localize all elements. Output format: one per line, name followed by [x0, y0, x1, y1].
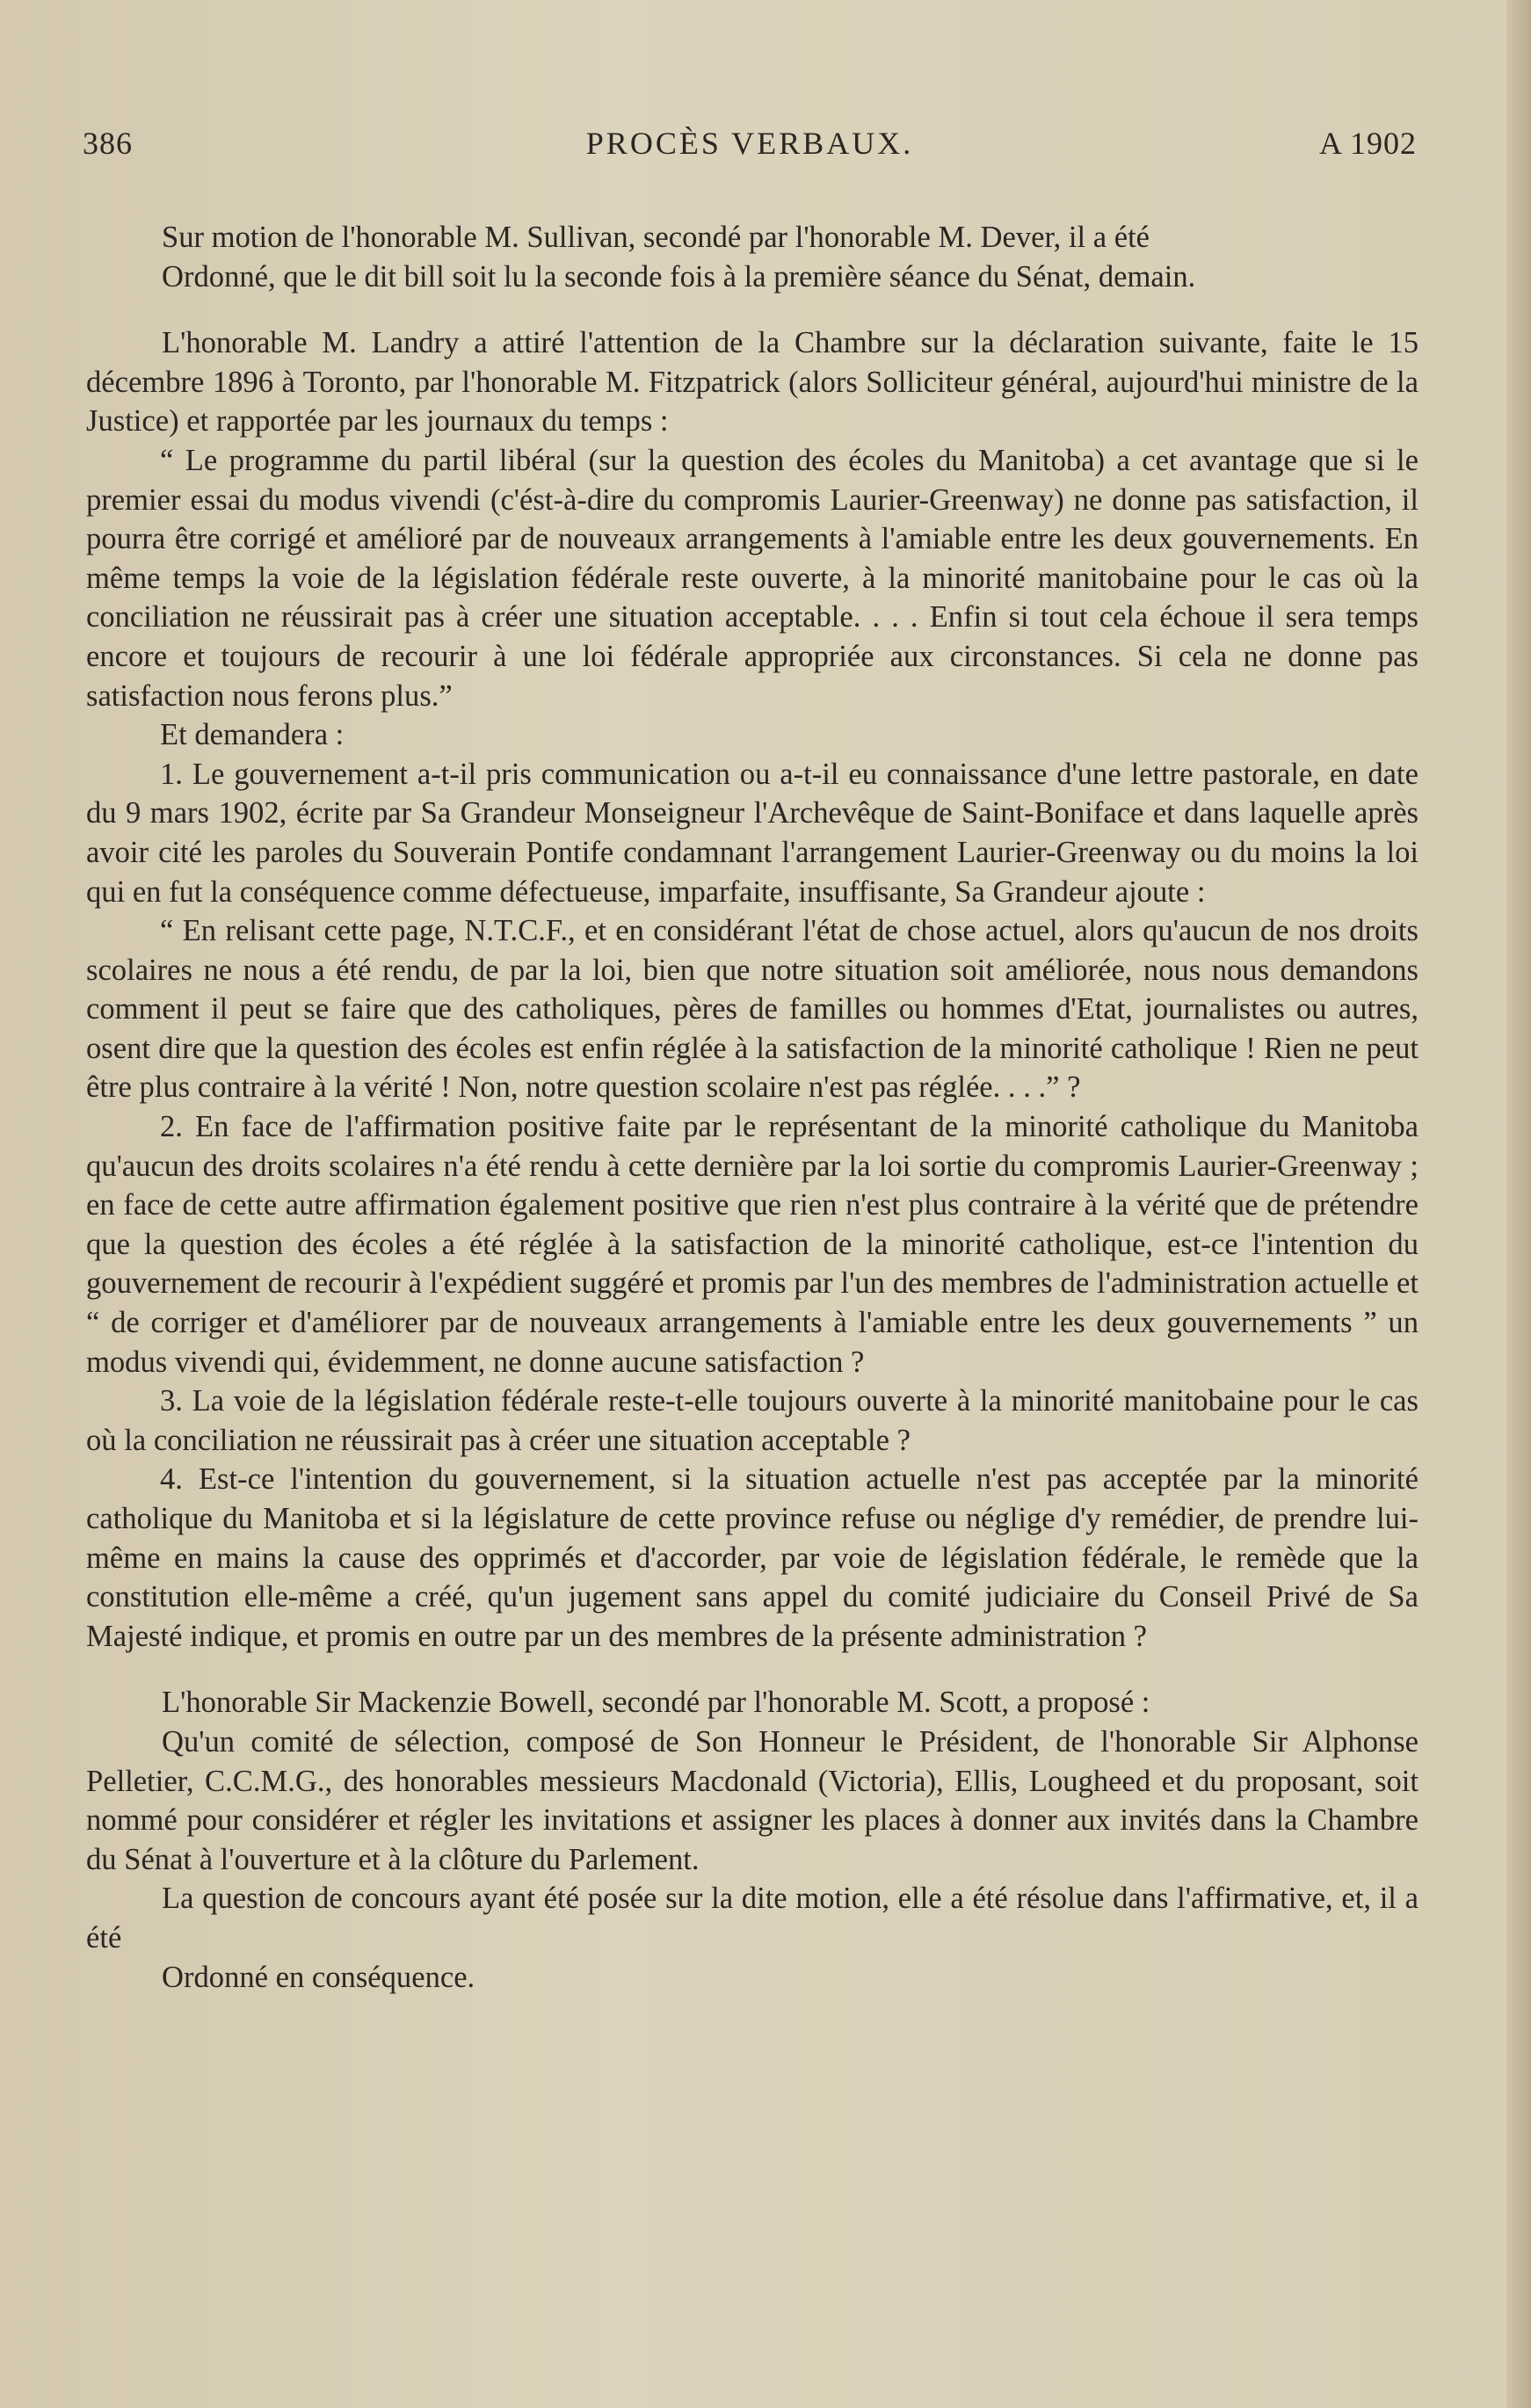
- paragraph-question-3: 3. La voie de la législation fédérale reste-t-elle toujours ouverte à la minorité manitobaine pour le cas où la conciliation ne réussirait pas à créer une situation acceptable ?: [86, 1384, 1419, 1457]
- paragraph-ordonne-bill: Ordonné, que le dit bill soit lu la seconde fois à la première séance du Sénat, demain.: [162, 259, 1196, 294]
- page-edge: [1506, 0, 1531, 2408]
- page-title: PROCÈS VERBAUX.: [585, 126, 914, 161]
- paragraph-comite-selection: Qu'un comité de sélection, composé de Son Honneur le Président, de l'honorable Sir Alphonse Pelletier, C.C.M.G., des honorables messieurs Macdonald (Victoria), Ellis, Lougheed et du proposant, soit nommé pour considérer et régler les invitations et assigner les places à donner aux invités dans la Chambre du Sénat à l'ouverture et à la clôture du Parlement.: [86, 1724, 1419, 1876]
- paragraph-question-4: 4. Est-ce l'intention du gouvernement, si la situation actuelle n'est pas acceptée par la minorité catholique du Manitoba et si la législature de cette province refuse ou néglige d'y remédier, de prendre lui-même en mains la cause des opprimés et d'accorder, par voie de législation fédérale, le remède que la constitution elle-même a créé, qu'un jugement sans appel du comité judiciaire du Conseil Privé de Sa Majesté indique, et promis en outre par un des membres de la présente administration ?: [86, 1462, 1419, 1653]
- paragraph-motion-sullivan: Sur motion de l'honorable M. Sullivan, secondé par l'honorable M. Dever, il a été: [162, 221, 1150, 254]
- page-number: 386: [83, 126, 133, 161]
- paragraph-bowell-motion: L'honorable Sir Mackenzie Bowell, secondé par l'honorable M. Scott, a proposé :: [162, 1686, 1150, 1720]
- paragraph-landry: L'honorable M. Landry a attiré l'attention de la Chambre sur la déclaration suivante, faite le 15 décembre 1896 à Toronto, par l'honorable M. Fitzpatrick (alors Solliciteur général, aujourd'hui ministre de la Justice) et rapportée par les journaux du temps :: [86, 326, 1419, 439]
- paragraph-quote-pastoral: “ En relisant cette page, N.T.C.F., et en considérant l'état de chose actuel, alors qu'aucun de nos droits scolaires ne nous a été rendu, de par la loi, bien que notre situation soit améliorée, nous nous demandons comment il peut se faire que des catholiques, pères de familles ou hommes d'Etat, journalistes ou autres, osent dire que la question des écoles est enfin réglée à la satisfaction de la minorité catholique ! Rien ne peut être plus contraire à la vérité ! Non, notre question scolaire n'est pas réglée. . . .” ?: [86, 914, 1419, 1105]
- document-body: [86, 218, 1419, 1997]
- paragraph-question-1: 1. Le gouvernement a-t-il pris communication ou a-t-il eu connaissance d'une lettre pastorale, en date du 9 mars 1902, écrite par Sa Grandeur Monseigneur l'Archevêque de Saint-Boniface et dans laquelle après avoir cité les paroles du Souverain Pontife condamnant l'arrangement Laurier-Greenway ou du moins la loi qui en fut la conséquence comme défectueuse, imparfaite, insuffisante, Sa Grandeur ajoute :: [86, 757, 1419, 909]
- paragraph-question-2: 2. En face de l'affirmation positive faite par le représentant de la minorité catholique du Manitoba qu'aucun des droits scolaires n'a été rendu à cette dernière par la loi sortie du compromis Laurier-Greenway ; en face de cette autre affirmation également positive que rien n'est plus contraire à la vérité que de prétendre que la question des écoles a été réglée à la satisfaction de la minorité catholique, est-ce l'intention du gouvernement de recourir à l'expédient suggéré et promis par l'un des membres de l'administration actuelle et “ de corriger et d'améliorer par de nouveaux arrangements à l'amiable entre les deux gouvernements ” un modus vivendi qui, évidemment, ne donne aucune satisfaction ?: [86, 1110, 1419, 1379]
- paragraph-quote-fitzpatrick: “ Le programme du partil libéral (sur la question des écoles du Manitoba) a cet avantage que si le premier essai du modus vivendi (c'ést-à-dire du compromis Laurier-Greenway) ne donne pas satisfaction, il pourra être corrigé et amélioré par de nouveaux arrangements à l'amiable entre les deux gouvernements. En même temps la voie de la législation fédérale reste ouverte, à la minorité manitobaine pour le cas où la conciliation ne réussirait pas à créer une situation acceptable. . . . Enfin si tout cela échoue il sera temps encore et toujours de recourir à une loi fédérale appropriée aux circonstances. Si cela ne donne pas satisfaction nous ferons plus.”: [86, 443, 1419, 713]
- paragraph-question-concours: La question de concours ayant été posée sur la dite motion, elle a été résolue dans l'affirmative, et, il a été: [86, 1882, 1419, 1955]
- paragraph-et-demandera: Et demandera :: [160, 718, 345, 752]
- page-header: [83, 125, 1417, 169]
- page-year: A 1902: [1318, 126, 1417, 161]
- paragraph-ordonne-consequence: Ordonné en conséquence.: [162, 1960, 475, 1994]
